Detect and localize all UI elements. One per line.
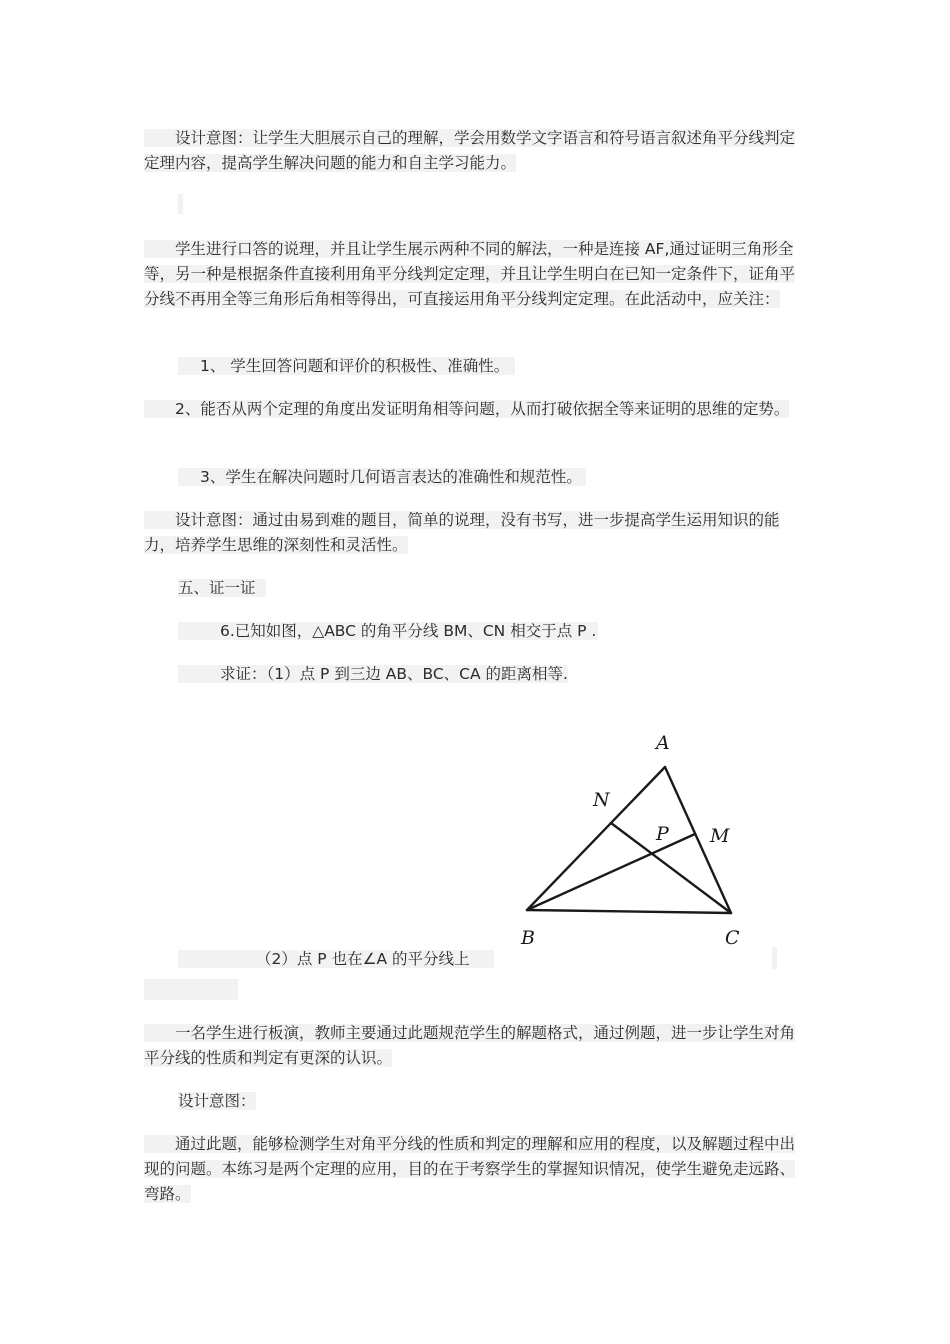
question-text: 6.已知如图，△ABC 的角平分线 BM、CN 相交于点 P . — [178, 622, 598, 640]
proof-text: 求证：（1）点 P 到三边 AB、BC、CA 的距离相等. — [178, 665, 568, 683]
proof-text: （2）点 P 也在∠A 的平分线上 — [178, 950, 494, 968]
label-n: N — [593, 789, 610, 811]
empty-line-marker — [144, 979, 238, 1000]
design-intent-heading — [178, 1089, 256, 1114]
student-activity-paragraph — [144, 237, 800, 312]
side-bc — [527, 910, 731, 913]
list-item-text: 3、学生在解决问题时几何语言表达的准确性和规范性。 — [178, 468, 586, 486]
design-intent-paragraph-1 — [144, 126, 800, 176]
list-item-text: 2、能否从两个定理的角度出发证明角相等问题，从而打破依据全等来证明的思维的定势。 — [144, 400, 790, 418]
empty-line-marker — [772, 947, 777, 969]
paragraph-text: 学生进行口答的说理，并且让学生展示两种不同的解法，一种是连接 AF,通过证明三角形全等，另一种是根据条件直接利用角平分线判定定理，并且让学生明白在已知一定条件下，证角平分线不再用全等三角形后角相等得出，可直接运用角平分线判定定理。在此活动中，应关注： — [144, 240, 796, 308]
section-heading — [178, 576, 266, 601]
paragraph-text: 一名学生进行板演，教师主要通过此题规范学生的解题格式，通过例题，进一步让学生对角平分线的性质和判定有更深的认识。 — [144, 1024, 796, 1067]
paragraph-text: 通过此题，能够检测学生对角平分线的性质和判定的理解和应用的程度，以及解题过程中出现的问题。本练习是两个定理的应用，目的在于考察学生的掌握知识情况，使学生避免走远路、弯路。 — [144, 1135, 796, 1203]
label-b: B — [521, 927, 535, 949]
triangle-diagram — [505, 722, 765, 954]
proof-statement-1 — [178, 662, 568, 687]
label-c: C — [725, 927, 740, 949]
section-heading-text: 五、证一证 — [178, 579, 266, 597]
blackboard-paragraph — [144, 1021, 800, 1071]
design-intent-paragraph-3 — [144, 1132, 800, 1207]
focus-item-3 — [178, 465, 586, 490]
label-p: P — [656, 823, 669, 845]
focus-item-1 — [178, 354, 515, 379]
empty-line-marker — [178, 194, 183, 214]
design-intent-paragraph-2 — [144, 508, 800, 558]
heading-text: 设计意图： — [178, 1092, 256, 1110]
focus-item-2 — [144, 397, 800, 422]
label-m: M — [710, 825, 730, 847]
question-6 — [178, 619, 598, 644]
label-a: A — [656, 732, 670, 754]
list-item-text: 1、 学生回答问题和评价的积极性、准确性。 — [178, 357, 515, 375]
proof-statement-2 — [178, 947, 494, 972]
bisector-bm — [527, 834, 695, 910]
paragraph-text: 设计意图：让学生大胆展示自己的理解，学会用数学文字语言和符号语言叙述角平分线判定定理内容，提高学生解决问题的能力和自主学习能力。 — [144, 129, 796, 172]
triangle-figure — [505, 722, 765, 954]
paragraph-text: 设计意图：通过由易到难的题目，简单的说理，没有书写，进一步提高学生运用知识的能力，培养学生思维的深刻性和灵活性。 — [144, 511, 780, 554]
